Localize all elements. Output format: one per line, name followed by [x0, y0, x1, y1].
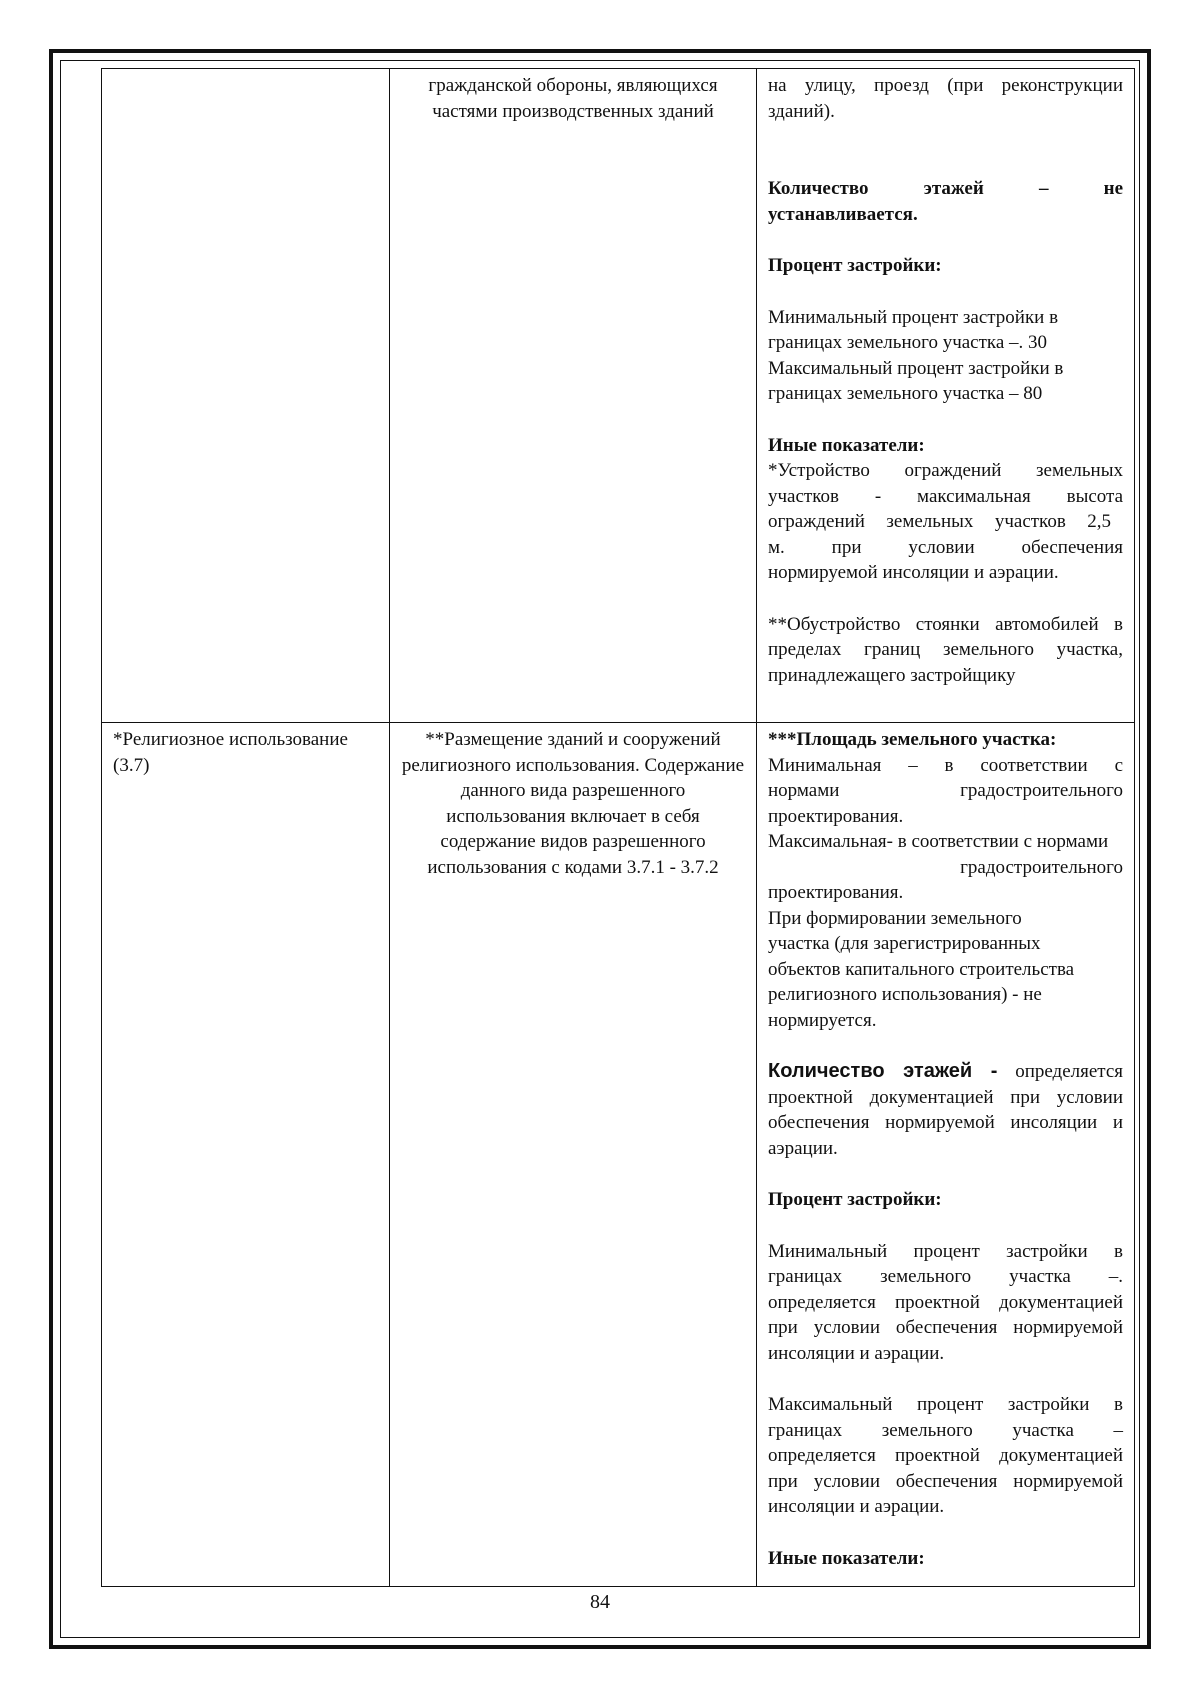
use-type-cell	[102, 723, 390, 1587]
area-min-line: Минимальная – в соответствии с	[768, 754, 1123, 776]
percent-heading: Процент застройки:	[768, 1189, 942, 1210]
area-min-line: нормами градостроительного	[768, 780, 1123, 801]
fence-line: нормируемой инсоляции и аэрации.	[768, 562, 1059, 583]
page-number: 84	[590, 1591, 610, 1613]
area-min-line: проектирования.	[768, 805, 904, 827]
percent-heading: Процент застройки:	[768, 255, 942, 276]
regulations-table	[101, 68, 1135, 1587]
percent-min-line: границах земельного участка –. 30	[768, 332, 1048, 353]
area-note: При формировании земельного участка (для зарегистрированных объектов капитального строительства религиозного использования) - не нормируется.	[768, 907, 1075, 1031]
percent-min-line: Минимальный процент застройки в	[768, 306, 1059, 328]
percent-max-line: Максимальный процент застройки в	[768, 357, 1064, 379]
parameters-cell	[757, 69, 1135, 723]
other-heading: Иные показатели:	[768, 434, 925, 456]
use-description-cell	[390, 69, 757, 723]
fence-line: участков - максимальная высота	[768, 485, 1123, 507]
percent-min-text: Минимальный процент застройки в границах земельного участка –. определяется проектной документацией при условии обеспечения нормируемой инсоляции и аэрации.	[768, 1240, 1123, 1364]
fence-line: *Устройство ограждений земельных	[768, 460, 1123, 481]
intro-text: на улицу, проезд (при реконструкции зданий).	[768, 75, 1123, 122]
table-row	[102, 69, 1135, 723]
percent-max-text: Максимальный процент застройки в границах земельного участка – определяется проектной документацией при условии обеспечения нормируемой инсоляции и аэрации.	[768, 1394, 1123, 1517]
area-heading: ***Площадь земельного участка:	[768, 729, 1057, 750]
floors-paragraph	[768, 1059, 1123, 1161]
other-heading: Иные показатели:	[768, 1547, 925, 1569]
area-max-line: градостроительного	[960, 856, 1123, 878]
floors-label: Количество этажей -	[768, 1060, 998, 1082]
use-type-cell	[102, 69, 390, 723]
parameters-cell	[757, 723, 1135, 1587]
area-max-line: проектирования.	[768, 882, 904, 903]
use-description-text: **Размещение зданий и сооружений религиозного использования. Содержание данного вида разрешенного использования включает в себя содержание видов разрешенного использования с кодами 3.7.1 - 3.7.2	[401, 729, 745, 878]
area-max-line: Максимальная- в соответствии с нормами	[768, 831, 1109, 852]
floors-text: Количество этажей – не устанавливается.	[768, 178, 1123, 225]
floors-text: определяется проектной документацией при условии обеспечения нормируемой инсоляции и аэрации.	[768, 1061, 1124, 1159]
percent-max-line: границах земельного участка – 80	[768, 383, 1043, 404]
fence-line: ограждений земельных участков 2,5	[768, 511, 1111, 532]
parking-text: **Обустройство стоянки автомобилей в пределах границ земельного участка, принадлежащего застройщику	[768, 613, 1123, 686]
use-description-text: гражданской обороны, являющихся частями производственных зданий	[428, 75, 718, 122]
fence-line: м. при условии обеспечения	[768, 536, 1123, 558]
table-row	[102, 723, 1135, 1587]
use-type-text: *Религиозное использование (3.7)	[113, 729, 348, 776]
use-description-cell	[390, 723, 757, 1587]
